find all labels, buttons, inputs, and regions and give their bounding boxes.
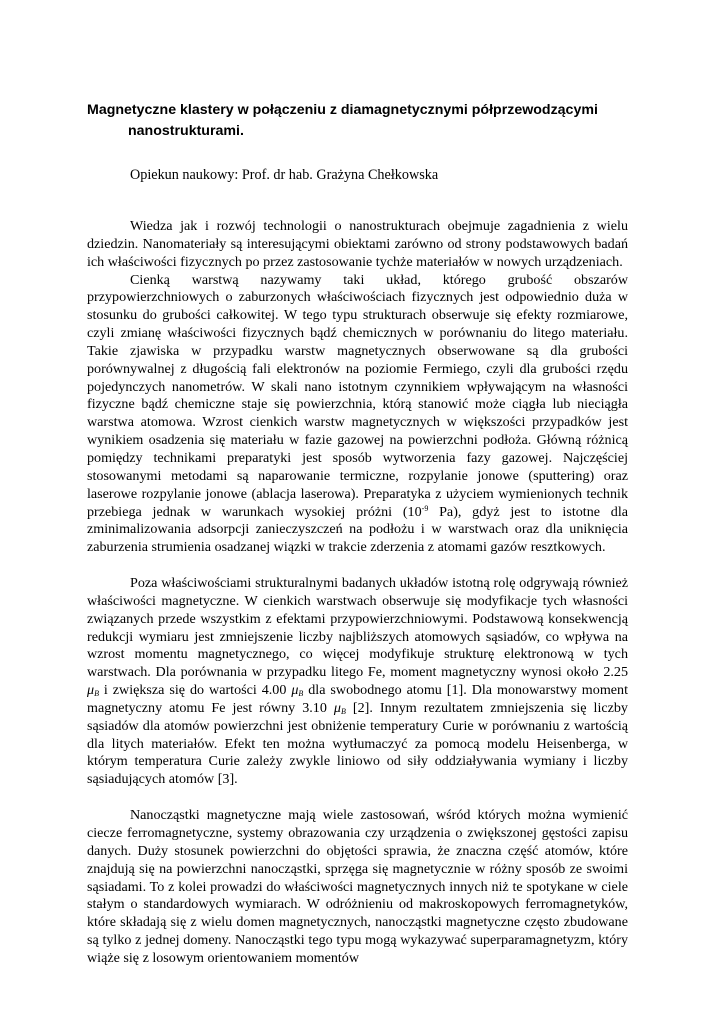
paragraph-thin-films-text-b: Pa), gdyż jest to istotne dla zminimalizowania adsorpcji zanieczyszczeń na podłożu i w warstwach oraz dla uniknięcia zaburzenia strumienia osadzanej wiązki w trakcie zderzenia z atomami gazów resztkowych. — [87, 503, 628, 556]
pressure-exponent: -9 — [421, 503, 429, 513]
bohr-magneton-subscript: B — [94, 689, 99, 699]
paragraph-magnetic-text-b: i zwiększa się do wartości 4.00 — [98, 682, 292, 699]
bohr-magneton-subscript: B — [341, 706, 346, 716]
bohr-magneton-symbol: μ — [291, 682, 299, 699]
paragraph-magnetic-text-d: [2]. Innym rezultatem zmniejszenia się liczby sąsiadów dla atomów powierzchni jest obniżenie temperatury Curie w porównaniu z wartością dla litych materiałów. Efekt ten można wytłumaczyć za pomocą modelu Heisenberga, w którym temperatura Curie zależy zwykle liniowo od siły oddziaływania wymiany i liczby sąsiadujących atomów [3]. — [87, 699, 628, 788]
paragraph-magnetic-text-c: dla swobodnego atomu [1]. Dla monowarstwy moment magnetyczny atomu Fe jest równy 3.10 — [87, 682, 628, 716]
paragraph-magnetic-properties — [87, 575, 628, 789]
bohr-magneton-subscript: B — [298, 689, 304, 699]
paragraph-thin-films — [87, 272, 628, 558]
paragraph-intro: Wiedza jak i rozwój technologii o nanostrukturach obejmuje zagadnienia z wielu dziedzin. Nanomateriały są interesującymi obiektami zarówno od strony podstawowych badań ich właściwości fizycznych po przez zastosowanie tychże materiałów w nowych urządzeniach. — [87, 218, 628, 270]
document-title: Magnetyczne klastery w połączeniu z diamagnetycznymi półprzewodzącymi nanostrukturami. — [87, 102, 598, 139]
bohr-magneton-symbol: μ — [333, 699, 341, 716]
paragraph-nanoparticles: Nanocząstki magnetyczne mają wiele zastosowań, wśród których można wymienić ciecze ferromagnetyczne, systemy obrazowania czy urządzenia o zwiększonej gęstości zapisu danych. Duży stosunek powierzchni do objętości sprawia, że znaczna część atomów, które znajdują się na powierzchni nanocząstki, sprzęga się magnetycznie w różny sposób ze swoimi sąsiadami. To z kolei prowadzi do właściwości magnetycznych innych niż te spotykane w ciele stałym o standardowych wymiarach. W odróżnieniu od makroskopowych ferromagnetyków, które składają się z wielu domen magnetycznych, nanocząstki magnetyczne często zbudowane są tylko z jednej domeny. Nanocząstki tego typu mogą wykazywać superparamagnetyzm, który wiąże się z losowym orientowaniem momentów — [87, 807, 628, 966]
supervisor-line: Opiekun naukowy: Prof. dr hab. Grażyna Chełkowska — [130, 167, 439, 183]
bohr-magneton-symbol: μ — [87, 682, 95, 699]
paragraph-thin-films-text-a: Cienką warstwą nazywamy taki układ, którego grubość obszarów przypowierzchniowych o zaburzonych właściwościach fizycznych jest odpowiednio duża w stosunku do grubości całkowitej. W tego typu strukturach obserwuje się efekty rozmiarowe, czyli zmianę właściwości fizycznych bądź chemicznych w porównaniu do litego materiału. Takie zjawiska w przypadku warstw magnetycznych obserwowane są dla grubości porównywalnej z długością fali elektronów na poziomie Fermiego, czyli dla grubości rzędu pojedynczych nanometrów. W skali nano istotnym czynnikiem wpływającym na własności fizyczne bądź chemiczne staje się powierzchnia, którą stanowić może ciągła lub nieciągła warstwa atomowa. Wzrost cienkich warstw magnetycznych w większości przypadków jest wynikiem osadzenia się materiału w fazie gazowej na powierzchni podłoża. Główną różnicą pomiędzy technikami preparatyki jest sposób wytworzenia fazy gazowej. Najczęściej stosowanymi metodami są naparowanie termiczne, rozpylanie jonowe (sputtering) oraz laserowe rozpylanie jonowe (ablacja laserowa). Preparatyka z użyciem wymienionych technik przebiega jednak w warunkach wysokiej próżni (10 — [87, 271, 628, 520]
paragraph-magnetic-text-a: Poza właściwościami strukturalnymi badanych układów istotną rolę odgrywają również właściwości magnetyczne. W cienkich warstwach obserwuje się modyfikacje tych własności związanych przede wszystkim z efektami przypowierzchniowymi. Podstawową konsekwencją redukcji wymiaru jest zmniejszenie liczby najbliższych atomowych sąsiadów, co wpływa na wzrost momentu magnetycznego, co więcej modyfikuje strukturę elektronową w tych warstwach. Dla porównania w przypadku litego Fe, moment magnetyczny wynosi około 2.25 — [87, 575, 628, 681]
